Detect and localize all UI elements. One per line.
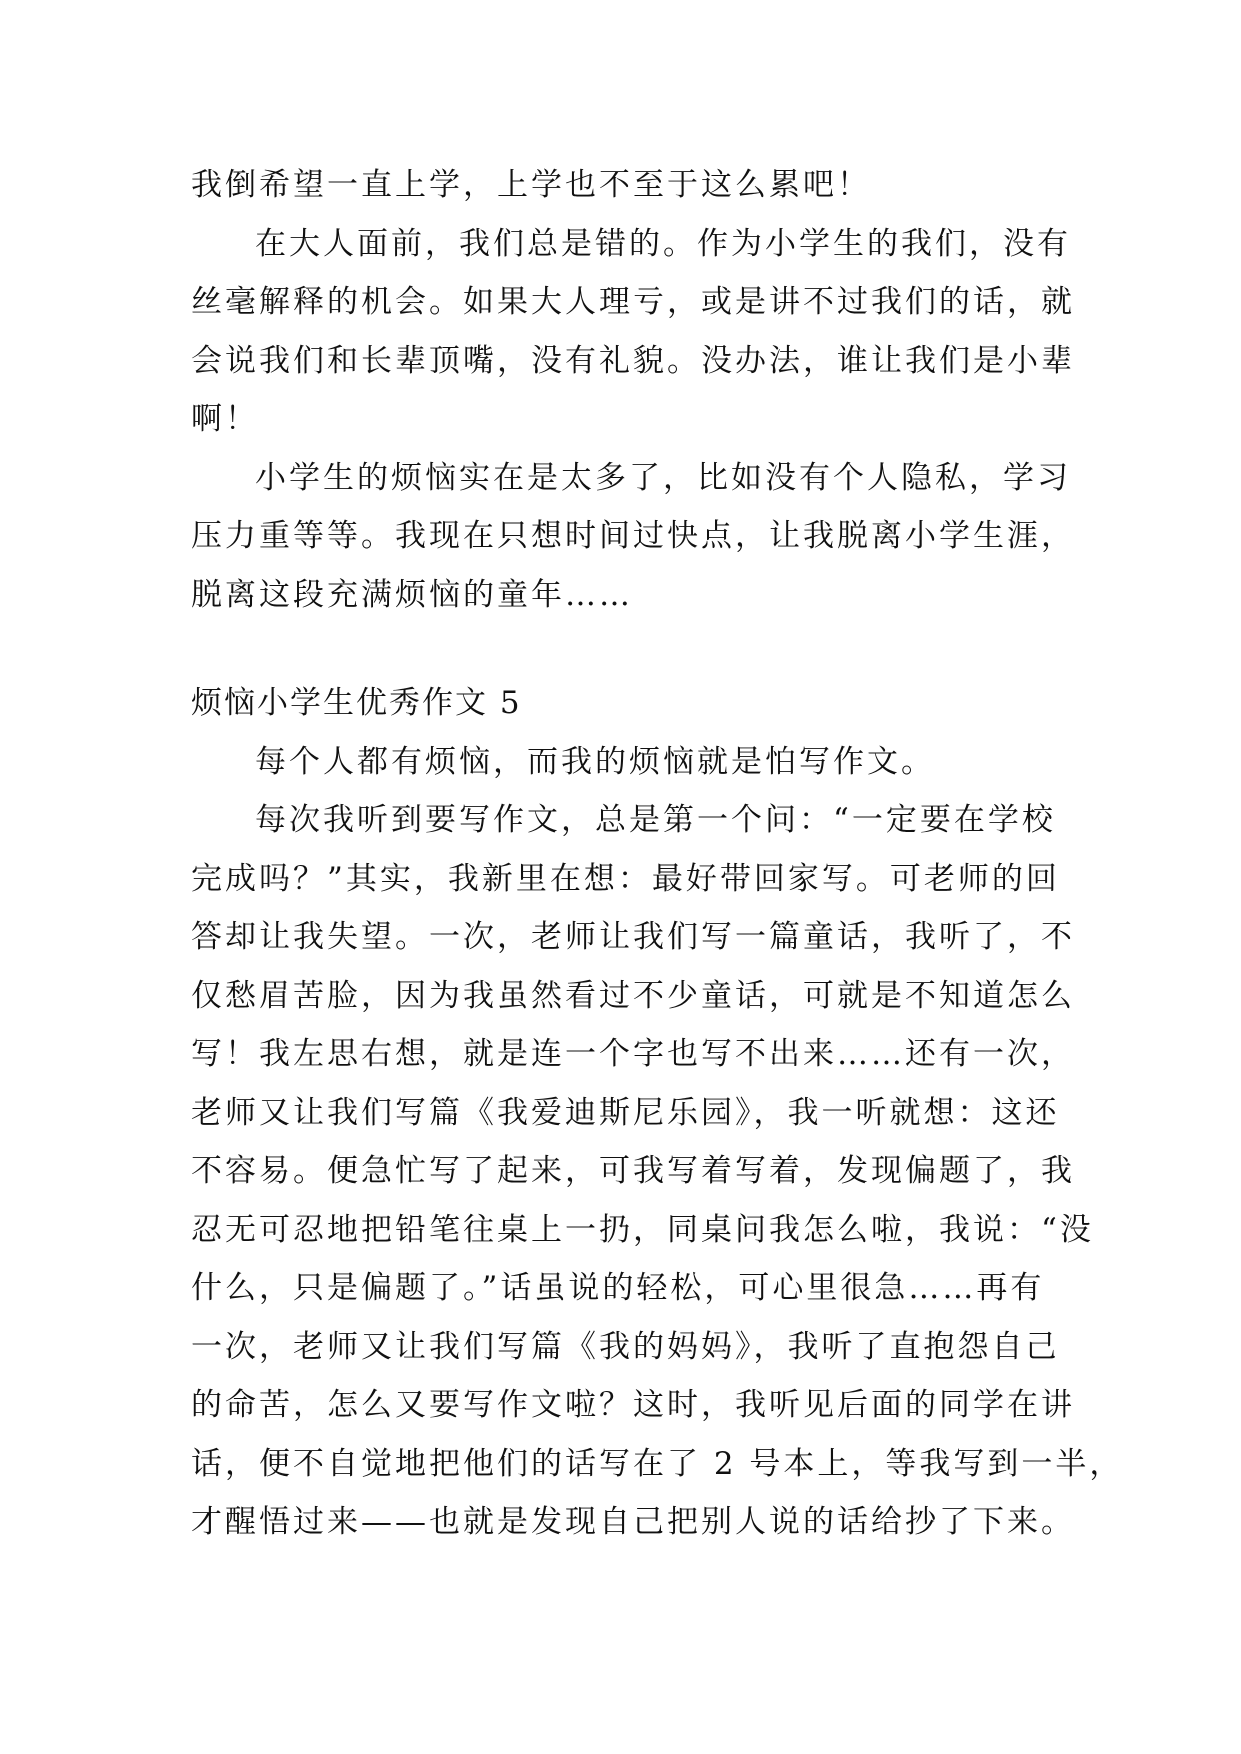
paragraph-line: 答却让我失望。一次，老师让我们写一篇童话，我听了，不 <box>191 919 1075 955</box>
paragraph-line: 的命苦，怎么又要写作文啦？这时，我听见后面的同学在讲 <box>191 1387 1075 1423</box>
paragraph-line: 每个人都有烦恼，而我的烦恼就是怕写作文。 <box>255 743 935 780</box>
section-spacer <box>191 624 1071 674</box>
paragraph-line: 小学生的烦恼实在是太多了，比如没有个人隐私，学习 <box>255 459 1071 496</box>
paragraph-line: 每次我听到要写作文，总是第一个问：“一定要在学校 <box>255 802 1056 838</box>
paragraph-line: 脱离这段充满烦恼的童年…… <box>191 576 633 613</box>
paragraph-line: 一次，老师又让我们写篇《我的妈妈》，我听了直抱怨自己 <box>191 1328 1060 1365</box>
paragraph-line: 压力重等等。我现在只想时间过快点，让我脱离小学生涯， <box>191 518 1075 554</box>
paragraph-line: 完成吗？”其实，我新里在想：最好带回家写。可老师的回 <box>191 860 1060 897</box>
paragraph-line: 我倒希望一直上学，上学也不至于这么累吧！ <box>191 167 871 203</box>
paragraph-line: 才醒悟过来——也就是发现自己把别人说的话给抄了下来。 <box>191 1504 1075 1540</box>
section-title: 烦恼小学生优秀作文 5 <box>191 685 522 721</box>
paragraph-line: 丝毫解释的机会。如果大人理亏，或是讲不过我们的话，就 <box>191 284 1075 320</box>
paragraph-line: 老师又让我们写篇《我爱迪斯尼乐园》，我一听就想：这还 <box>191 1094 1060 1131</box>
paragraph-line: 仅愁眉苦脸，因为我虽然看过不少童话，可就是不知道怎么 <box>191 977 1075 1014</box>
paragraph-line: 不容易。便急忙写了起来，可我写着写着，发现偏题了，我 <box>191 1153 1075 1189</box>
paragraph-line: 忍无可忍地把铅笔往桌上一扔，同桌问我怎么啦，我说：“没 <box>191 1211 1094 1248</box>
paragraph-line: 啊！ <box>191 401 259 437</box>
paragraph-line: 写！我左思右想，就是连一个字也写不出来……还有一次， <box>191 1036 1075 1072</box>
paragraph-line: 会说我们和长辈顶嘴，没有礼貌。没办法，谁让我们是小辈 <box>191 342 1075 379</box>
paragraph-line: 在大人面前，我们总是错的。作为小学生的我们，没有 <box>255 225 1071 262</box>
paragraph-line: 话，便不自觉地把他们的话写在了 2 号本上，等我写到一半， <box>191 1445 1124 1482</box>
paragraph-line: 什么，只是偏题了。”话虽说的轻松，可心里很急……再有 <box>191 1270 1045 1306</box>
document-body <box>191 156 1124 1552</box>
